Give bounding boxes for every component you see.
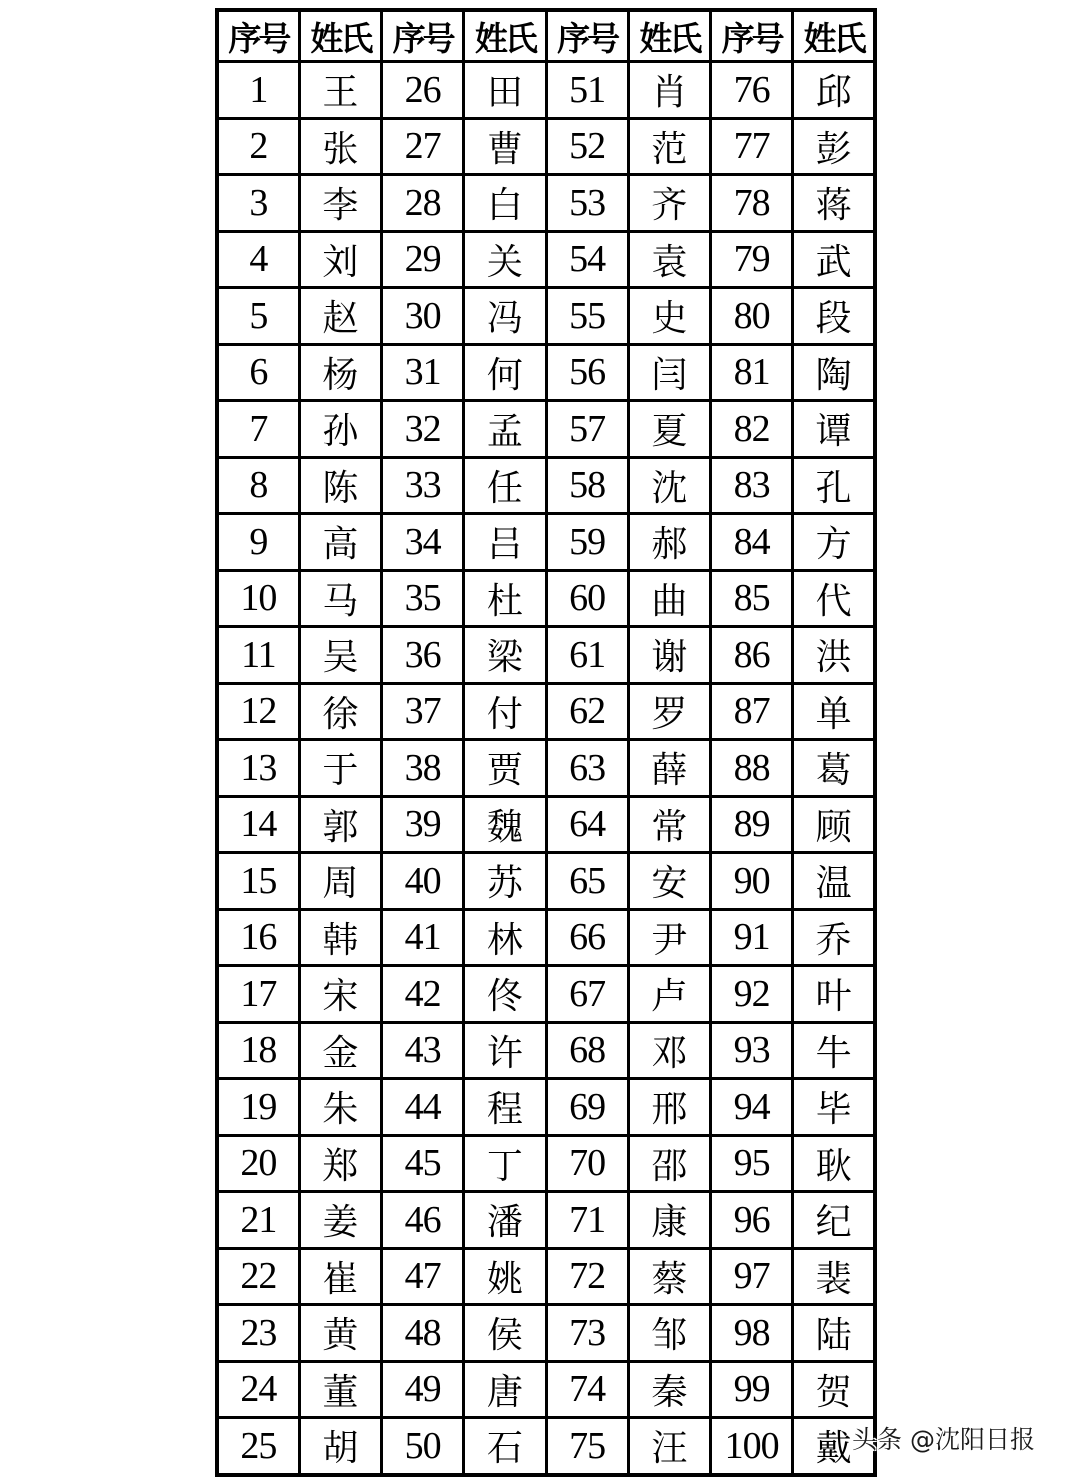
surname-cell: 罗	[628, 683, 710, 740]
surname-cell: 吴	[299, 627, 381, 684]
surname-cell: 洪	[793, 627, 875, 684]
surname-cell: 齐	[628, 175, 710, 232]
rank-cell: 59	[546, 514, 628, 571]
table-row	[217, 1418, 875, 1475]
surname-cell: 戴	[793, 1418, 875, 1475]
rank-cell: 46	[382, 1192, 464, 1249]
surname-cell: 周	[299, 853, 381, 910]
rank-cell: 75	[546, 1418, 628, 1475]
rank-cell: 77	[711, 118, 793, 175]
table-row	[217, 570, 875, 627]
surname-cell: 许	[464, 1022, 546, 1079]
rank-cell: 61	[546, 627, 628, 684]
surname-cell: 葛	[793, 740, 875, 797]
header-rank: 序号	[217, 10, 299, 62]
surname-cell: 杨	[299, 344, 381, 401]
surname-cell: 刘	[299, 231, 381, 288]
rank-cell: 58	[546, 457, 628, 514]
rank-cell: 88	[711, 740, 793, 797]
surname-cell: 史	[628, 288, 710, 345]
rank-cell: 31	[382, 344, 464, 401]
rank-cell: 67	[546, 966, 628, 1023]
surname-cell: 纪	[793, 1192, 875, 1249]
table-body	[217, 62, 875, 1475]
surname-cell: 徐	[299, 683, 381, 740]
rank-cell: 57	[546, 401, 628, 458]
rank-cell: 10	[217, 570, 299, 627]
surname-cell: 白	[464, 175, 546, 232]
table-row	[217, 62, 875, 119]
rank-cell: 64	[546, 796, 628, 853]
surname-cell: 秦	[628, 1361, 710, 1418]
rank-cell: 84	[711, 514, 793, 571]
rank-cell: 6	[217, 344, 299, 401]
rank-cell: 94	[711, 1079, 793, 1136]
rank-cell: 16	[217, 909, 299, 966]
rank-cell: 25	[217, 1418, 299, 1475]
header-rank: 序号	[382, 10, 464, 62]
surname-cell: 朱	[299, 1079, 381, 1136]
surname-cell: 乔	[793, 909, 875, 966]
table-header	[217, 10, 875, 62]
surname-cell: 冯	[464, 288, 546, 345]
rank-cell: 50	[382, 1418, 464, 1475]
surname-cell: 闫	[628, 344, 710, 401]
rank-cell: 74	[546, 1361, 628, 1418]
surname-cell: 姜	[299, 1192, 381, 1249]
rank-cell: 85	[711, 570, 793, 627]
rank-cell: 13	[217, 740, 299, 797]
surname-cell: 于	[299, 740, 381, 797]
table-row	[217, 1022, 875, 1079]
rank-cell: 43	[382, 1022, 464, 1079]
surname-cell: 曲	[628, 570, 710, 627]
rank-cell: 55	[546, 288, 628, 345]
rank-cell: 81	[711, 344, 793, 401]
table-row	[217, 231, 875, 288]
surname-cell: 段	[793, 288, 875, 345]
surname-cell: 代	[793, 570, 875, 627]
surname-cell: 贺	[793, 1361, 875, 1418]
surname-cell: 范	[628, 118, 710, 175]
table-row	[217, 175, 875, 232]
surname-cell: 肖	[628, 62, 710, 119]
surname-cell: 蔡	[628, 1248, 710, 1305]
rank-cell: 23	[217, 1305, 299, 1362]
rank-cell: 17	[217, 966, 299, 1023]
surname-cell: 黄	[299, 1305, 381, 1362]
rank-cell: 3	[217, 175, 299, 232]
rank-cell: 68	[546, 1022, 628, 1079]
surname-cell: 张	[299, 118, 381, 175]
rank-cell: 27	[382, 118, 464, 175]
rank-cell: 30	[382, 288, 464, 345]
table-row	[217, 1305, 875, 1362]
surname-cell: 安	[628, 853, 710, 910]
rank-cell: 97	[711, 1248, 793, 1305]
surname-cell: 金	[299, 1022, 381, 1079]
surname-cell: 温	[793, 853, 875, 910]
rank-cell: 71	[546, 1192, 628, 1249]
rank-cell: 96	[711, 1192, 793, 1249]
rank-cell: 49	[382, 1361, 464, 1418]
header-surname: 姓氏	[299, 10, 381, 62]
rank-cell: 76	[711, 62, 793, 119]
table-row	[217, 344, 875, 401]
surname-cell: 佟	[464, 966, 546, 1023]
surname-cell: 沈	[628, 457, 710, 514]
rank-cell: 66	[546, 909, 628, 966]
surname-cell: 汪	[628, 1418, 710, 1475]
rank-cell: 72	[546, 1248, 628, 1305]
rank-cell: 79	[711, 231, 793, 288]
surname-cell: 苏	[464, 853, 546, 910]
table-row	[217, 514, 875, 571]
surname-cell: 郝	[628, 514, 710, 571]
rank-cell: 22	[217, 1248, 299, 1305]
surname-cell: 丁	[464, 1135, 546, 1192]
rank-cell: 18	[217, 1022, 299, 1079]
rank-cell: 52	[546, 118, 628, 175]
rank-cell: 15	[217, 853, 299, 910]
rank-cell: 47	[382, 1248, 464, 1305]
rank-cell: 5	[217, 288, 299, 345]
surname-cell: 马	[299, 570, 381, 627]
rank-cell: 38	[382, 740, 464, 797]
rank-cell: 4	[217, 231, 299, 288]
rank-cell: 91	[711, 909, 793, 966]
surname-cell: 邱	[793, 62, 875, 119]
surname-cell: 王	[299, 62, 381, 119]
surname-cell: 潘	[464, 1192, 546, 1249]
surname-cell: 陆	[793, 1305, 875, 1362]
header-surname: 姓氏	[628, 10, 710, 62]
surname-cell: 郭	[299, 796, 381, 853]
table-row	[217, 401, 875, 458]
surname-cell: 尹	[628, 909, 710, 966]
surname-cell: 魏	[464, 796, 546, 853]
surname-cell: 谢	[628, 627, 710, 684]
surname-cell: 贾	[464, 740, 546, 797]
surname-cell: 宋	[299, 966, 381, 1023]
surname-cell: 卢	[628, 966, 710, 1023]
surname-cell: 李	[299, 175, 381, 232]
surname-cell: 何	[464, 344, 546, 401]
table-row	[217, 1079, 875, 1136]
rank-cell: 35	[382, 570, 464, 627]
rank-cell: 60	[546, 570, 628, 627]
rank-cell: 24	[217, 1361, 299, 1418]
surname-cell: 林	[464, 909, 546, 966]
rank-cell: 48	[382, 1305, 464, 1362]
table-row	[217, 1361, 875, 1418]
surname-cell: 叶	[793, 966, 875, 1023]
rank-cell: 19	[217, 1079, 299, 1136]
table-row	[217, 796, 875, 853]
surname-cell: 邵	[628, 1135, 710, 1192]
rank-cell: 82	[711, 401, 793, 458]
header-rank: 序号	[711, 10, 793, 62]
table-row	[217, 118, 875, 175]
rank-cell: 63	[546, 740, 628, 797]
rank-cell: 69	[546, 1079, 628, 1136]
surname-cell: 邓	[628, 1022, 710, 1079]
surname-cell: 裴	[793, 1248, 875, 1305]
rank-cell: 36	[382, 627, 464, 684]
surname-ranking-table	[215, 8, 877, 1477]
surname-cell: 陶	[793, 344, 875, 401]
surname-cell: 邹	[628, 1305, 710, 1362]
rank-cell: 42	[382, 966, 464, 1023]
header-surname: 姓氏	[793, 10, 875, 62]
surname-cell: 唐	[464, 1361, 546, 1418]
rank-cell: 95	[711, 1135, 793, 1192]
rank-cell: 45	[382, 1135, 464, 1192]
rank-cell: 8	[217, 457, 299, 514]
surname-cell: 武	[793, 231, 875, 288]
rank-cell: 86	[711, 627, 793, 684]
rank-cell: 87	[711, 683, 793, 740]
surname-cell: 方	[793, 514, 875, 571]
surname-cell: 蒋	[793, 175, 875, 232]
rank-cell: 62	[546, 683, 628, 740]
table-row	[217, 1192, 875, 1249]
rank-cell: 83	[711, 457, 793, 514]
rank-cell: 29	[382, 231, 464, 288]
header-surname: 姓氏	[464, 10, 546, 62]
surname-cell: 高	[299, 514, 381, 571]
surname-cell: 姚	[464, 1248, 546, 1305]
rank-cell: 21	[217, 1192, 299, 1249]
rank-cell: 33	[382, 457, 464, 514]
table-row	[217, 1248, 875, 1305]
rank-cell: 78	[711, 175, 793, 232]
rank-cell: 53	[546, 175, 628, 232]
table-row	[217, 966, 875, 1023]
rank-cell: 37	[382, 683, 464, 740]
table-row	[217, 1135, 875, 1192]
surname-cell: 赵	[299, 288, 381, 345]
rank-cell: 93	[711, 1022, 793, 1079]
surname-cell: 田	[464, 62, 546, 119]
surname-cell: 胡	[299, 1418, 381, 1475]
rank-cell: 9	[217, 514, 299, 571]
surname-cell: 顾	[793, 796, 875, 853]
rank-cell: 73	[546, 1305, 628, 1362]
surname-cell: 邢	[628, 1079, 710, 1136]
rank-cell: 1	[217, 62, 299, 119]
surname-cell: 陈	[299, 457, 381, 514]
rank-cell: 39	[382, 796, 464, 853]
rank-cell: 7	[217, 401, 299, 458]
surname-cell: 薛	[628, 740, 710, 797]
surname-cell: 任	[464, 457, 546, 514]
surname-cell: 常	[628, 796, 710, 853]
surname-cell: 程	[464, 1079, 546, 1136]
header-rank: 序号	[546, 10, 628, 62]
rank-cell: 56	[546, 344, 628, 401]
table-row	[217, 627, 875, 684]
rank-cell: 32	[382, 401, 464, 458]
surname-cell: 袁	[628, 231, 710, 288]
surname-cell: 崔	[299, 1248, 381, 1305]
surname-cell: 牛	[793, 1022, 875, 1079]
surname-cell: 毕	[793, 1079, 875, 1136]
rank-cell: 65	[546, 853, 628, 910]
surname-cell: 杜	[464, 570, 546, 627]
surname-cell: 孙	[299, 401, 381, 458]
table-row	[217, 740, 875, 797]
surname-cell: 彭	[793, 118, 875, 175]
header-row	[217, 10, 875, 62]
rank-cell: 41	[382, 909, 464, 966]
rank-cell: 20	[217, 1135, 299, 1192]
surname-cell: 孔	[793, 457, 875, 514]
rank-cell: 26	[382, 62, 464, 119]
rank-cell: 44	[382, 1079, 464, 1136]
surname-cell: 夏	[628, 401, 710, 458]
rank-cell: 98	[711, 1305, 793, 1362]
surname-cell: 石	[464, 1418, 546, 1475]
surname-cell: 耿	[793, 1135, 875, 1192]
rank-cell: 34	[382, 514, 464, 571]
rank-cell: 92	[711, 966, 793, 1023]
surname-cell: 曹	[464, 118, 546, 175]
rank-cell: 51	[546, 62, 628, 119]
surname-cell: 关	[464, 231, 546, 288]
surname-cell: 付	[464, 683, 546, 740]
rank-cell: 100	[711, 1418, 793, 1475]
rank-cell: 89	[711, 796, 793, 853]
rank-cell: 40	[382, 853, 464, 910]
table-row	[217, 457, 875, 514]
table-row	[217, 853, 875, 910]
surname-cell: 梁	[464, 627, 546, 684]
surname-cell: 孟	[464, 401, 546, 458]
surname-cell: 谭	[793, 401, 875, 458]
table-row	[217, 683, 875, 740]
table-row	[217, 909, 875, 966]
rank-cell: 99	[711, 1361, 793, 1418]
surname-cell: 韩	[299, 909, 381, 966]
rank-cell: 12	[217, 683, 299, 740]
rank-cell: 80	[711, 288, 793, 345]
surname-cell: 单	[793, 683, 875, 740]
surname-cell: 侯	[464, 1305, 546, 1362]
surname-cell: 康	[628, 1192, 710, 1249]
rank-cell: 90	[711, 853, 793, 910]
rank-cell: 2	[217, 118, 299, 175]
rank-cell: 11	[217, 627, 299, 684]
surname-cell: 郑	[299, 1135, 381, 1192]
rank-cell: 14	[217, 796, 299, 853]
table-row	[217, 288, 875, 345]
surname-cell: 董	[299, 1361, 381, 1418]
rank-cell: 70	[546, 1135, 628, 1192]
rank-cell: 28	[382, 175, 464, 232]
rank-cell: 54	[546, 231, 628, 288]
surname-cell: 吕	[464, 514, 546, 571]
watermark-source-label: 头条 @沈阳日报	[852, 1425, 1035, 1454]
